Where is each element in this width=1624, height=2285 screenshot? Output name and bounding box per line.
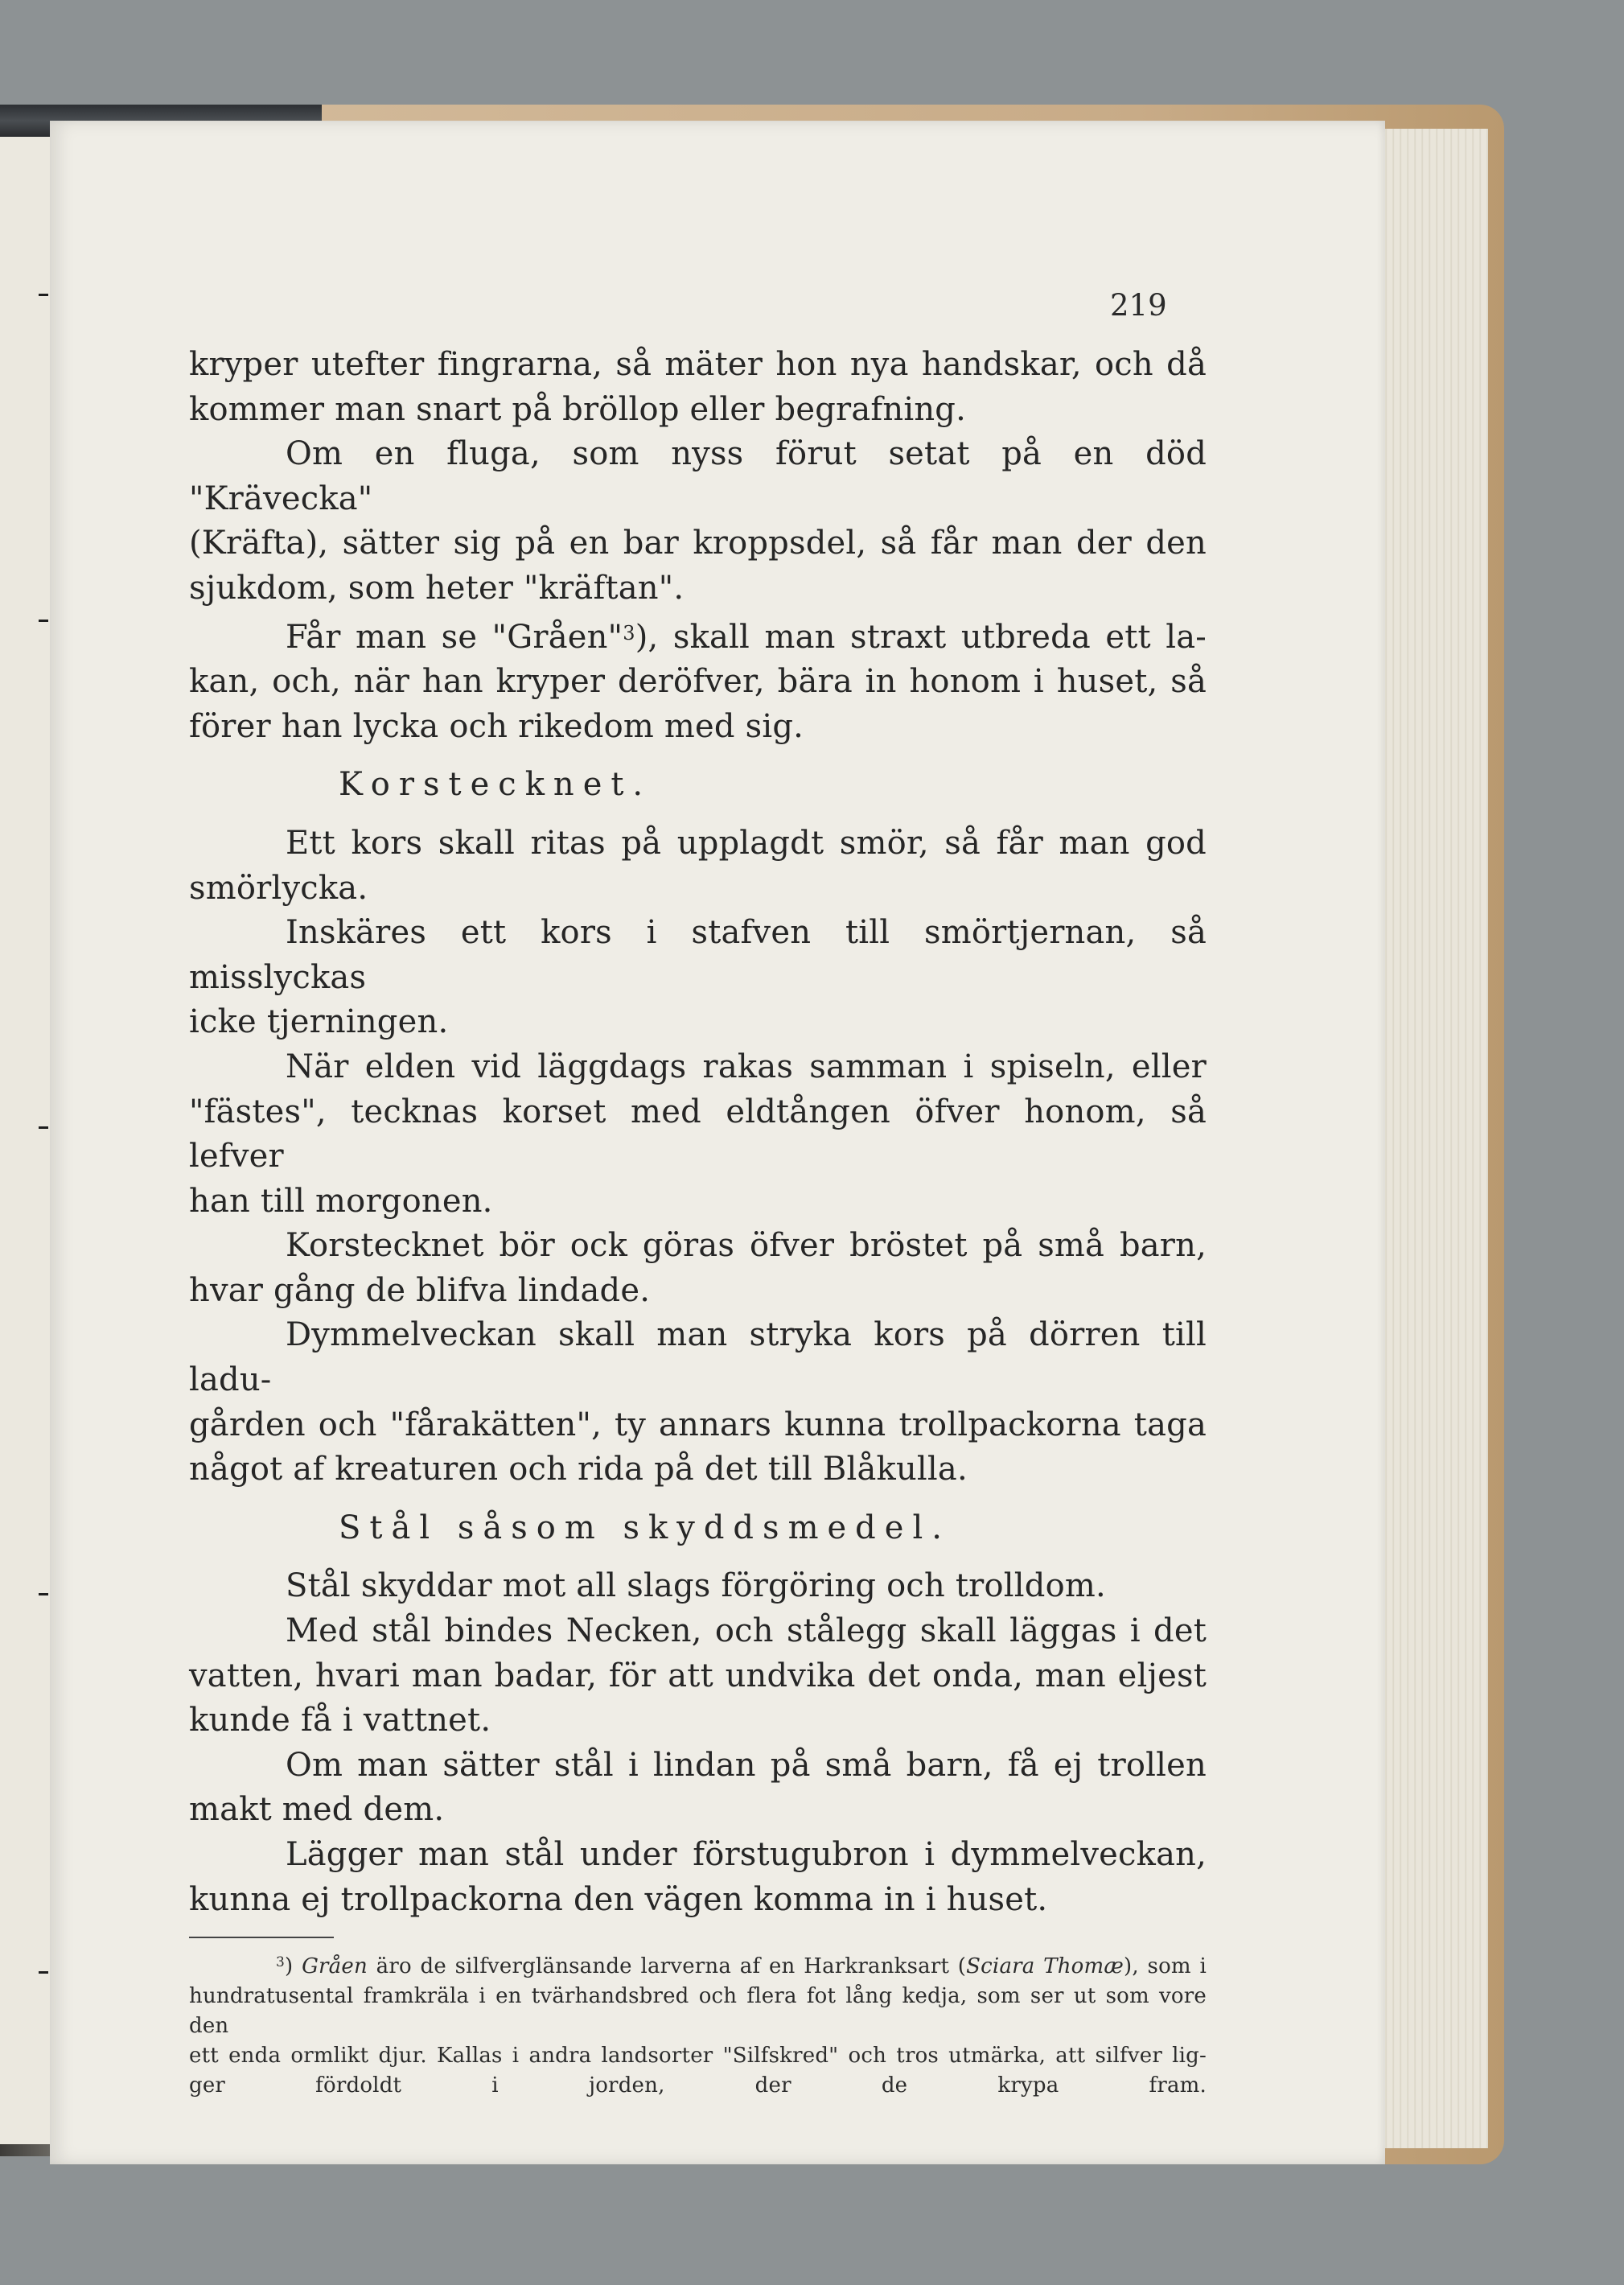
text-line: Med stål bindes Necken, och stålegg skall läggas i det [286, 1612, 1207, 1650]
text-line: kommer man snart på bröllop eller begrafning. [189, 390, 967, 428]
footnote-reference: 3 [623, 621, 635, 644]
text-line: gården och "fårakätten", ty annars kunna trollpackorna taga [189, 1406, 1207, 1443]
text-line: förer han lycka och rikedom med sig. [189, 707, 804, 745]
footnote [189, 1948, 1207, 2101]
margin-mark [39, 1593, 48, 1595]
text-line: sjukdom, som heter "kräftan". [189, 569, 685, 607]
footnote-line: $^3$) Gråen äro de silfverglänsande larverna af en Harkranksart (Sciara Thomæ), som i [276, 1954, 1207, 1979]
text-line: han till morgonen. [189, 1182, 493, 1220]
text-line: När elden vid läggdags rakas samman i spiseln, eller [286, 1048, 1207, 1085]
text-line: Korstecknet bör ock göras öfver bröstet på små barn, [286, 1227, 1207, 1265]
margin-mark [39, 1971, 48, 1974]
page-number: 219 [1110, 288, 1167, 323]
margin-mark [39, 1126, 48, 1129]
footnote-line: hundratusental framkräla i en tvärhandsbred och flera fot lång kedja, som ser ut som vore den [189, 1984, 1207, 2039]
text-line: vatten, hvari man badar, för att undvika det onda, man eljest [189, 1657, 1207, 1694]
text-line: icke tjerningen. [189, 1003, 449, 1041]
footnote-line: ett enda ormlikt djur. Kallas i andra landsorter "Silfskred" och tros utmärka, att silfver lig- [189, 2044, 1207, 2069]
text-line: kan, och, när han kryper deröfver, bära in honom i huset, så [189, 663, 1207, 701]
text-line: Lägger man stål under förstugubron i dymmelveckan, [286, 1836, 1207, 1873]
text-line: kryper utefter fingrarna, så mäter hon nya handskar, och då [189, 346, 1207, 383]
text-fragment: ), skall man straxt utbreda ett la- [635, 618, 1207, 656]
section-heading: Stål såsom skyddsmedel. [339, 1509, 951, 1546]
footnote-term: Gråen [302, 1954, 368, 1979]
margin-mark [39, 620, 48, 622]
latin-name: Sciara Thomæ [966, 1954, 1124, 1979]
text-line: "fästes", tecknas korset med eldtången öfver honom, så lefver [189, 1093, 1207, 1175]
footnote-divider [189, 1937, 334, 1938]
text-fragment: ), som i [1124, 1954, 1207, 1979]
text-line: Dymmelveckan skall man stryka kors på dörren till ladu- [189, 1316, 1207, 1399]
text-line: kunde få i vattnet. [189, 1702, 491, 1739]
left-page-edge [0, 133, 51, 2144]
text-line: något af kreaturen och rida på det till Blåkulla. [189, 1451, 968, 1488]
text-line: Om en fluga, som nyss förut setat på en död "Krävecka" [189, 435, 1207, 517]
text-line: hvar gång de blifva lindade. [189, 1271, 651, 1309]
text-line: Stål skyddar mot all slags förgöring och trolldom. [286, 1567, 1106, 1605]
text-line: makt med dem. [189, 1791, 445, 1829]
footnote-marker: 3 [276, 1954, 286, 1971]
text-line: kunna ej trollpackorna den vägen komma in i huset. [189, 1880, 1048, 1918]
section-heading: Korstecknet. [339, 766, 652, 804]
text-line: Inskäres ett kors i stafven till smörtjernan, så misslyckas [189, 914, 1207, 996]
text-line [189, 611, 1207, 661]
body-text [189, 343, 1207, 2101]
text-line: Om man sätter stål i lindan på små barn, få ej trollen [286, 1746, 1207, 1784]
margin-mark [39, 294, 48, 296]
footnote-line: ger fördoldt i jorden, der de krypa fram. [189, 2073, 1207, 2098]
text-fragment: Får man se "Gråen" [286, 618, 623, 656]
text-line: Ett kors skall ritas på upplagdt smör, så får man god [286, 824, 1207, 862]
text-line: smörlycka. [189, 869, 368, 907]
text-fragment: äro de silfverglänsande larverna af en Harkranksart ( [367, 1954, 967, 1979]
text-line: (Kräfta), sätter sig på en bar kroppsdel, så får man der den [189, 525, 1207, 562]
